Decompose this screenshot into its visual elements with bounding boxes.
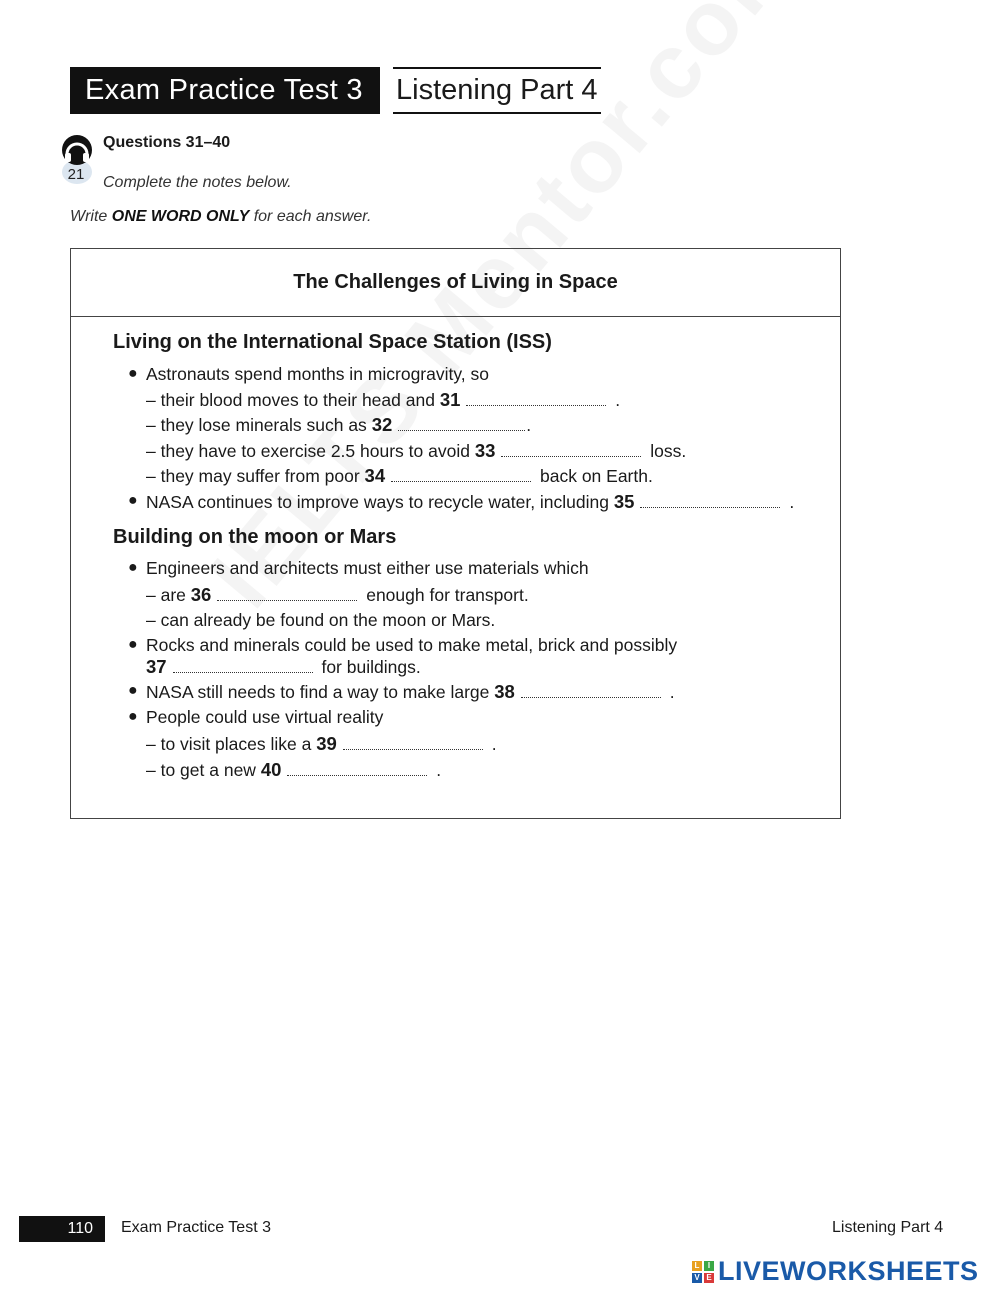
liveworksheets-logo[interactable] [692,1256,979,1287]
instruction-word-limit: Write ONE WORD ONLY for each answer. [70,208,372,225]
note-line: People could use virtual reality [146,707,384,727]
bullet-icon: ● [128,559,138,576]
questions-range: Questions 31–40 [103,134,231,151]
question-number: 38 [494,681,515,702]
answer-blank-37[interactable] [173,671,313,673]
page-number: 110 [19,1216,105,1242]
answer-blank-31[interactable] [466,404,606,406]
notes-title: The Challenges of Living in Space [71,249,840,317]
bullet-icon: ● [128,708,138,725]
answer-blank-32[interactable] [398,429,525,431]
question-number: 37 [146,656,167,677]
note-line-q32: – they lose minerals such as 32 . [146,414,532,435]
question-number: 36 [190,584,212,605]
question-number: 31 [439,389,461,410]
note-line-q31: – their blood moves to their head and 31 . [146,389,621,410]
answer-blank-35[interactable] [640,506,780,508]
question-number: 35 [613,491,635,512]
question-number: 33 [474,440,496,461]
note-line: Rocks and minerals could be used to make metal, brick and possibly [146,635,678,655]
note-line: – can already be found on the moon or Mars. [146,610,496,630]
footer-test-title: Exam Practice Test 3 [121,1219,271,1236]
bullet-icon: ● [128,492,138,509]
question-number: 34 [364,465,386,486]
answer-blank-36[interactable] [217,599,357,601]
logo-grid-icon: L I V E [692,1261,714,1283]
answer-blank-40[interactable] [287,774,427,776]
answer-blank-33[interactable] [501,455,641,457]
note-line-q34: – they may suffer from poor 34 back on Earth. [146,465,653,486]
listening-part-header: Listening Part 4 [393,67,601,114]
section-heading-iss: Living on the International Space Station (ISS) [113,331,552,353]
note-line-q35: NASA continues to improve ways to recycle water, including 35 . [146,491,795,512]
bullet-icon: ● [128,636,138,653]
question-number: 32 [371,414,393,435]
note-line-q37: 37 for buildings. [146,656,421,677]
exam-practice-test-header: Exam Practice Test 3 [70,67,380,114]
footer-part: Listening Part 4 [832,1219,944,1236]
note-line: Astronauts spend months in microgravity, so [146,364,490,384]
audio-track-number: 21 [67,166,85,183]
note-line-q36: – are 36 enough for transport. [146,584,529,605]
note-line-q39: – to visit places like a 39 . [146,733,497,754]
note-line-q33: – they have to exercise 2.5 hours to avoid 33 loss. [146,440,687,461]
instruction-complete-notes: Complete the notes below. [103,174,292,191]
bullet-icon: ● [128,682,138,699]
note-line-q38: NASA still needs to find a way to make large 38 . [146,681,675,702]
section-heading-building: Building on the moon or Mars [113,526,397,548]
answer-blank-39[interactable] [343,748,483,750]
note-line: Engineers and architects must either use materials which [146,558,589,578]
logo-text: LIVEWORKSHEETS [718,1256,979,1286]
bullet-icon: ● [128,365,138,382]
answer-blank-34[interactable] [391,480,531,482]
answer-blank-38[interactable] [521,696,661,698]
question-number: 39 [316,733,337,754]
note-line-q40: – to get a new 40 . [146,759,442,780]
question-number: 40 [260,759,282,780]
